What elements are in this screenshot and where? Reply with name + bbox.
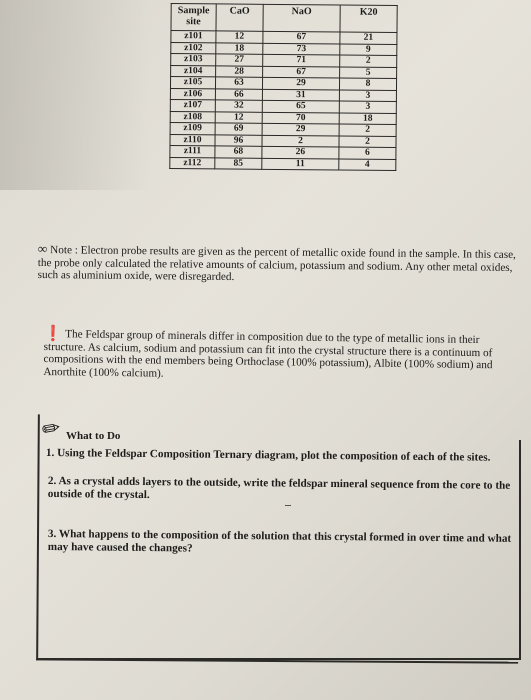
question-1: 1. Using the Feldspar Composition Ternary diagram, plot the composition of each of the sites.	[45, 447, 491, 464]
cell-cao: 96	[215, 134, 262, 146]
cell-nao: 67	[263, 31, 340, 43]
cell-cao: 69	[215, 123, 262, 135]
table-row	[170, 157, 396, 170]
cell-site: z104	[171, 65, 216, 77]
cell-cao: 18	[216, 42, 263, 54]
pencil-mark	[285, 505, 291, 506]
cell-k2o: 2	[339, 135, 396, 147]
cell-k2o: 9	[340, 43, 397, 55]
cell-k2o: 2	[339, 124, 396, 136]
cell-nao: 2	[262, 135, 339, 147]
cell-nao: 29	[262, 123, 339, 135]
cell-site: z109	[170, 123, 215, 135]
cell-site: z102	[171, 42, 216, 54]
cell-cao: 28	[216, 65, 263, 77]
cell-site: z112	[170, 157, 215, 169]
answer-box-bottom-border	[37, 658, 519, 660]
note-text: Note : Electron probe results are given as the percent of metallic oxide found in the sample. In this case, the probe only calculated the relative amounts of calcium, potassium and sodium. Any other metal oxides, such as aluminium oxide, were disregarded.	[37, 244, 516, 284]
table-header-row	[171, 4, 397, 33]
cell-cao: 27	[216, 54, 263, 66]
cell-cao: 63	[215, 77, 262, 89]
cell-cao: 66	[215, 88, 262, 100]
what-to-do-heading: What to Do	[66, 430, 121, 442]
cell-nao: 11	[262, 158, 339, 170]
cell-k2o: 6	[339, 147, 396, 159]
cell-nao: 65	[262, 100, 339, 112]
cell-k2o: 21	[340, 32, 397, 44]
question-2: 2. As a crystal adds layers to the outside, write the feldspar mineral sequence from the core to the outside of the crystal.	[47, 475, 511, 501]
pin-icon: ❗	[43, 326, 63, 343]
cell-nao: 71	[263, 54, 340, 66]
cell-k2o: 5	[340, 66, 397, 78]
cell-nao: 70	[262, 112, 339, 124]
page-shadow	[0, 0, 150, 190]
feldspar-text: The Feldspar group of minerals differ in composition due to the type of metallic ions in their structure. As calcium, sodium and potassium can fit into the crystal structure there is a continuum of compositions with the end members being Orthoclase (100% potassium), Albite (100% sodium) and Anorthite (100% calcium).	[43, 328, 493, 380]
cell-site: z105	[170, 77, 215, 89]
pencil-icon: ✏	[39, 414, 63, 443]
cell-site: z110	[170, 134, 215, 146]
sample-data-table	[169, 3, 397, 171]
cell-site: z111	[170, 146, 215, 158]
header-cao: CaO	[216, 4, 263, 31]
cell-cao: 12	[215, 111, 262, 123]
cell-cao: 32	[215, 100, 262, 112]
header-nao: NaO	[263, 4, 340, 32]
note-paragraph	[38, 243, 518, 287]
cell-nao: 67	[263, 66, 340, 78]
cell-nao: 31	[262, 89, 339, 101]
header-sample-site: Sample site	[171, 4, 216, 31]
cell-cao: 12	[216, 31, 263, 43]
question-3: 3. What happens to the composition of the solution that this crystal formed in over time and what may have caused the changes?	[47, 528, 512, 555]
cell-site: z103	[171, 54, 216, 66]
cell-site: z101	[171, 31, 216, 43]
cell-site: z106	[170, 88, 215, 100]
feldspar-paragraph	[43, 327, 522, 385]
cell-cao: 68	[215, 146, 262, 158]
cell-k2o: 18	[339, 112, 396, 124]
cell-nao: 29	[262, 77, 339, 89]
cell-site: z107	[170, 100, 215, 112]
cell-k2o: 3	[339, 89, 396, 101]
cell-k2o: 8	[339, 78, 396, 90]
cell-k2o: 3	[339, 101, 396, 113]
goggles-icon: ∞	[37, 241, 48, 257]
cell-cao: 85	[215, 157, 262, 169]
header-k2o: K20	[340, 5, 397, 32]
cell-site: z108	[170, 111, 215, 123]
cell-k2o: 4	[339, 158, 396, 170]
cell-k2o: 2	[340, 55, 397, 67]
cell-nao: 73	[263, 43, 340, 55]
cell-nao: 26	[262, 146, 339, 158]
